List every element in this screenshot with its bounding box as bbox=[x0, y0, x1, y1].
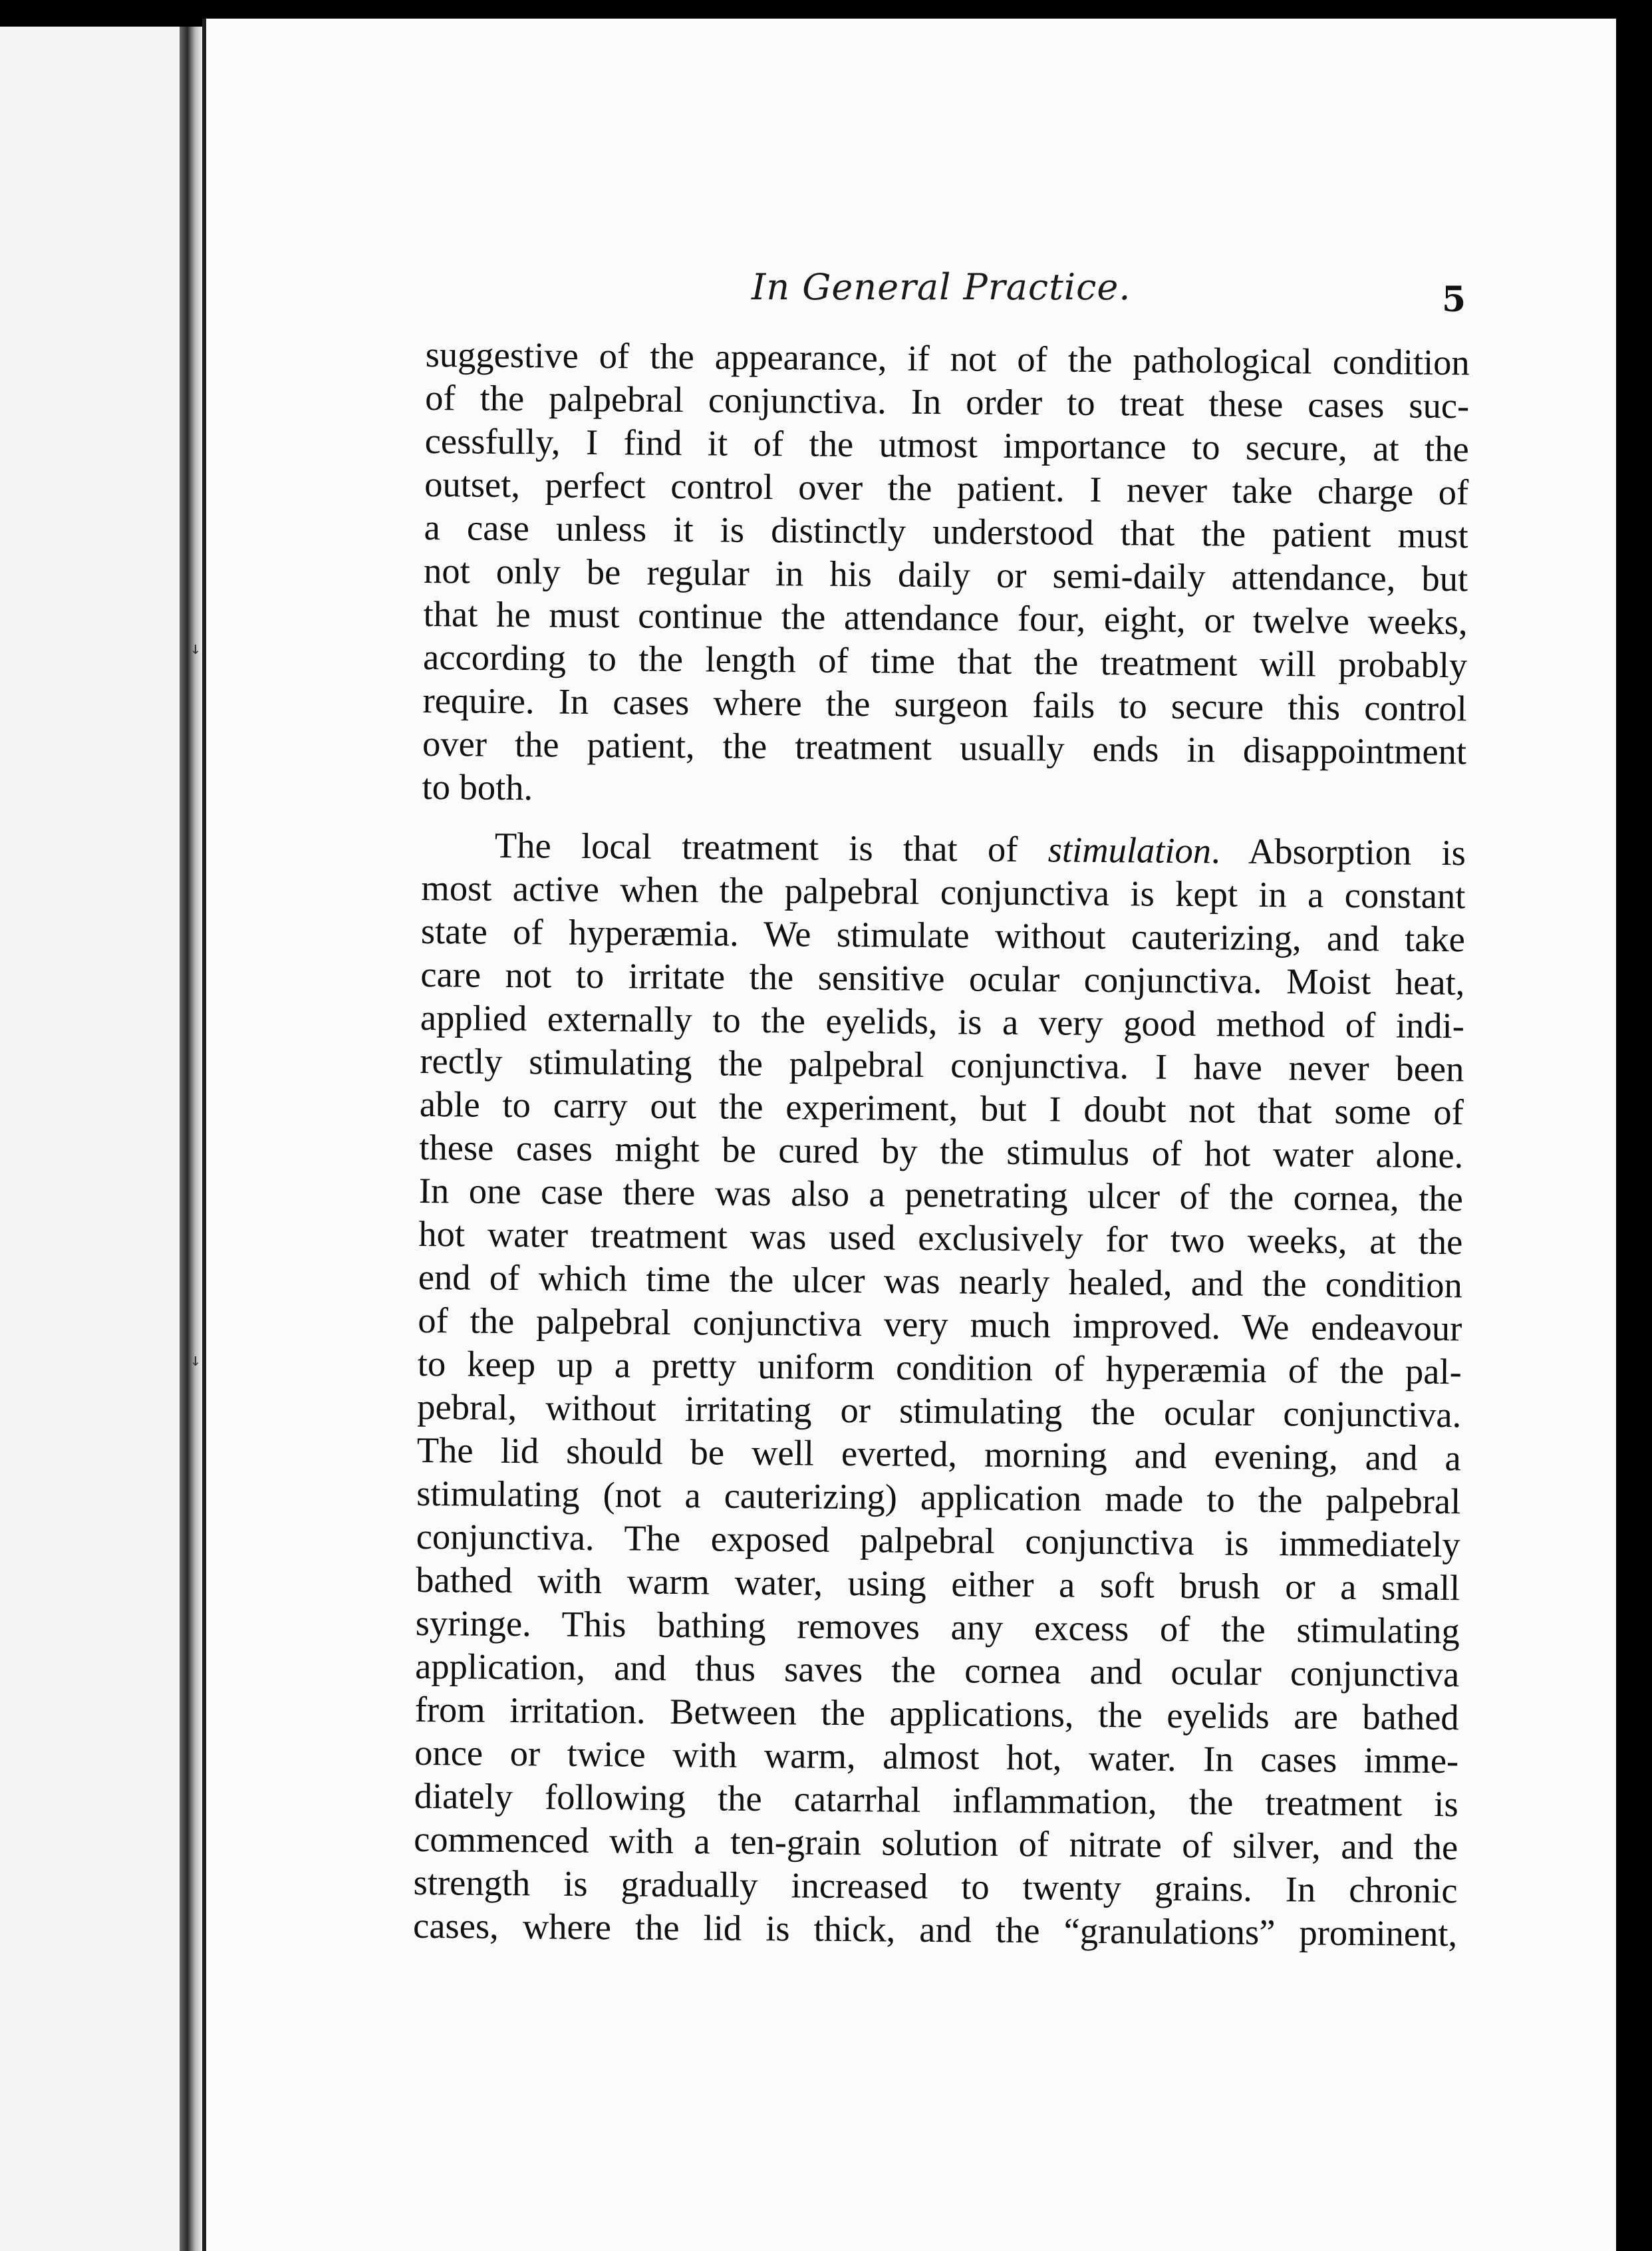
text-line: of the palpebral conjunctiva. In order to treat these cases suc- bbox=[424, 376, 1470, 426]
running-head: In General Practice. bbox=[752, 266, 1131, 308]
text-line: able to carry out the experiment, but I doubt not that some of bbox=[419, 1083, 1464, 1133]
text-line: pebral, without irritating or stimulating the ocular conjunctiva. bbox=[417, 1386, 1462, 1435]
text-line: applied externally to the eyelids, is a very good method of indi- bbox=[420, 996, 1465, 1046]
text-line: from irritation. Between the applications, the eyelids are bathed bbox=[414, 1688, 1459, 1738]
text-line: outset, perfect control over the patient. I never take charge of bbox=[424, 463, 1469, 513]
text-line: hot water treatment was used exclusively for two weeks, at the bbox=[418, 1213, 1463, 1263]
text-line: The lid should be well everted, morning and evening, and a bbox=[416, 1429, 1462, 1479]
body-text bbox=[413, 333, 1470, 1955]
text-line: once or twice with warm, almost hot, water. In cases imme- bbox=[414, 1731, 1459, 1781]
text-line: not only be regular in his daily or semi-daily attendance, but bbox=[423, 549, 1468, 599]
text-line: these cases might be cured by the stimulus of hot water alone. bbox=[419, 1126, 1464, 1176]
text-line: that he must continue the attendance four, eight, or twelve weeks, bbox=[423, 593, 1468, 643]
text-line: state of hyperæmia. We stimulate without cauterizing, and take bbox=[420, 910, 1466, 960]
page-number: 5 bbox=[1442, 279, 1466, 320]
text-line: most active when the palpebral conjunctiva is kept in a constant bbox=[421, 867, 1466, 917]
text-line: commenced with a ten-grain solution of nitrate of silver, and the bbox=[413, 1818, 1458, 1868]
text-line: to both. bbox=[422, 766, 533, 808]
text-line: conjunctiva. The exposed palpebral conjunctiva is immediately bbox=[416, 1515, 1460, 1565]
text-line: require. In cases where the surgeon fails to secure this control bbox=[422, 679, 1467, 729]
text-line: bathed with warm water, using either a soft brush or a small bbox=[416, 1559, 1460, 1608]
text-run: The local treatment is that of bbox=[494, 824, 1049, 870]
text-line bbox=[422, 823, 1466, 874]
text-line: suggestive of the appearance, if not of the pathological condition bbox=[425, 333, 1470, 383]
margin-mark: ↓ bbox=[190, 1350, 201, 1370]
paragraph bbox=[422, 333, 1470, 816]
text-line: application, and thus saves the cornea and ocular conjunctiva bbox=[415, 1645, 1460, 1695]
text-line: cessfully, I find it of the utmost importance to secure, at the bbox=[424, 420, 1469, 470]
text-line: according to the length of time that the treatment will probably bbox=[422, 636, 1468, 686]
text-line: over the patient, the treatment usually ends in disappointment bbox=[422, 722, 1467, 772]
text-line: strength is gradually increased to twenty grains. In chronic bbox=[413, 1861, 1458, 1911]
text-line: end of which time the ulcer was nearly healed, and the condition bbox=[418, 1256, 1463, 1306]
emphasis: stimulation bbox=[1047, 829, 1212, 871]
paragraph bbox=[413, 823, 1466, 1955]
text-line: care not to irritate the sensitive ocular conjunctiva. Moist heat, bbox=[420, 953, 1465, 1003]
text-run: . Absorption is bbox=[1210, 830, 1466, 873]
text-line: In one case there was also a penetrating ulcer of the cornea, the bbox=[418, 1169, 1464, 1219]
text-line: syringe. This bathing removes any excess of the stimulating bbox=[415, 1602, 1460, 1652]
text-line: cases, where the lid is thick, and the “granulations” prominent, bbox=[412, 1904, 1458, 1954]
text-line: to keep up a pretty uniform condition of hyperæmia of the pal- bbox=[417, 1342, 1462, 1392]
margin-mark: ↓ bbox=[190, 639, 201, 659]
text-line: diately following the catarrhal inflammation, the treatment is bbox=[414, 1775, 1458, 1825]
text-line: stimulating (not a cauterizing) application made to the palpebral bbox=[416, 1472, 1461, 1522]
scan-border-right bbox=[1623, 0, 1652, 2251]
text-line: of the palpebral conjunctiva very much improved. We endeavour bbox=[418, 1299, 1462, 1349]
facing-page-margin bbox=[0, 27, 180, 2251]
book-gutter bbox=[180, 27, 202, 2251]
text-line: a case unless it is distinctly understood that the patient must bbox=[424, 506, 1468, 556]
text-line: rectly stimulating the palpebral conjunctiva. I have never been bbox=[420, 1040, 1464, 1090]
